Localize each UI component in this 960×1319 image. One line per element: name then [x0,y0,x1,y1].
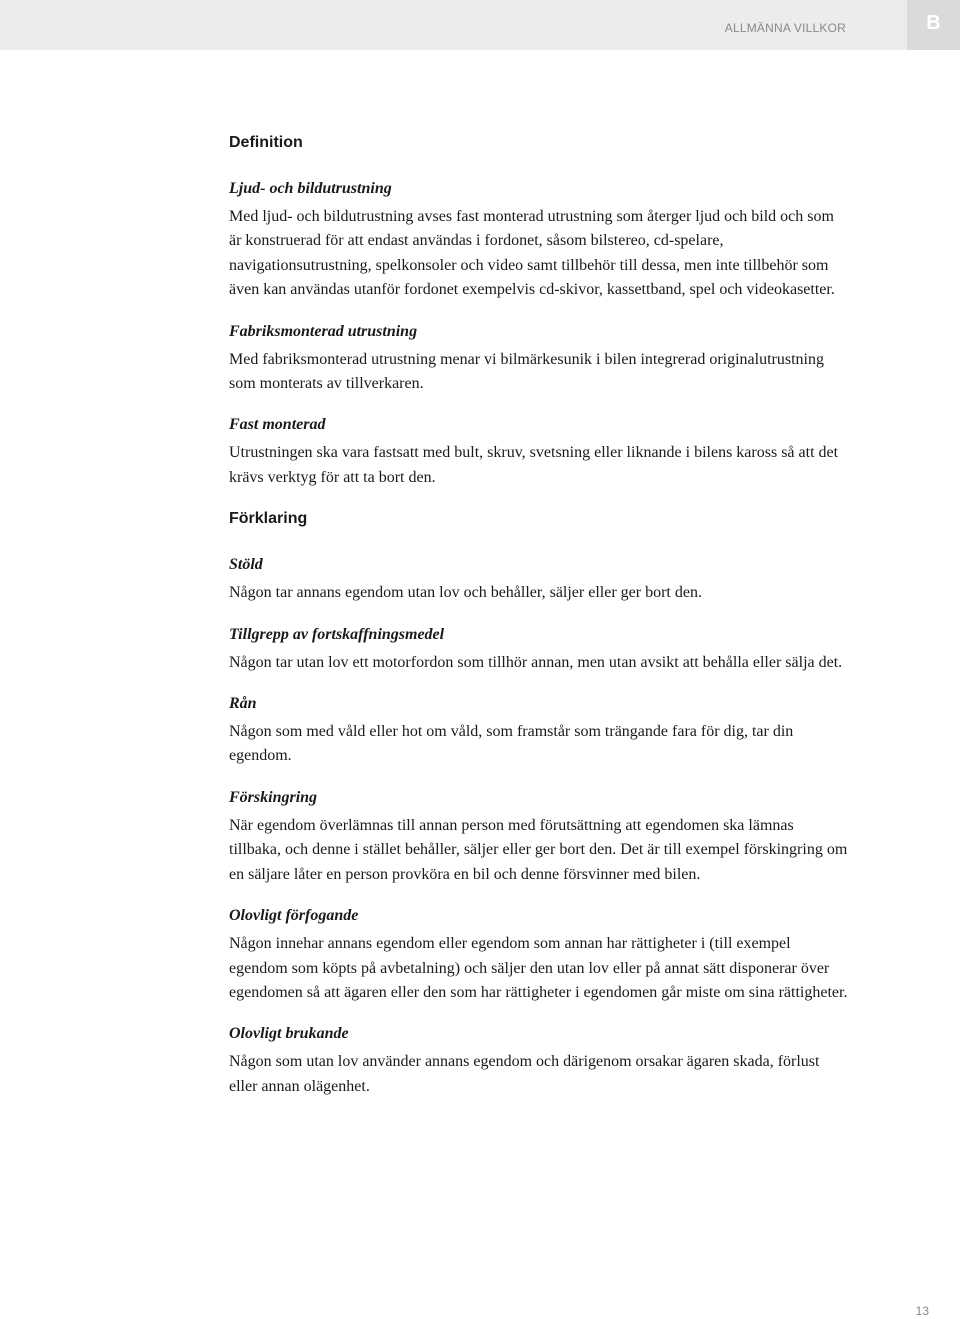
term-description: Någon som med våld eller hot om våld, som framstår som trängande fara för dig, tar din egendom. [229,723,794,765]
term-heading: Fast monterad [229,416,326,434]
document-body [229,131,849,1116]
header-title: ALLMÄNNA VILLKOR [724,21,846,35]
term-description: Utrustningen ska vara fastsatt med bult, skruv, svetsning eller liknande i bilens kaross så att det krävs verktyg för att ta bort den. [229,444,839,486]
term-heading: Fabriksmonterad utrustning [229,322,418,340]
section-tab-letter: B [926,12,941,34]
term-description: Någon innehar annans egendom eller egendom som annan har rättigheter i (till exempel egendom som köpts på avbetalning) och säljer den utan lov eller på annat sätt disponerar över egendomen så att ägaren eller den som har rättigheter i egendomen går miste om sina rättigheter. [229,935,848,1001]
explanation-entry [229,623,849,675]
explanation-entry [229,553,849,605]
term-description: Någon som utan lov använder annans egendom och därigenom orsakar ägaren skada, förlust eller annan olägenhet. [229,1053,820,1095]
explanation-entry [229,1022,849,1099]
page-header [0,0,960,50]
explanation-entry [229,786,849,887]
section-heading-definition: Definition [229,134,303,151]
page-number: 13 [915,1304,929,1318]
explanation-entry [229,692,849,769]
definition-entry [229,413,849,490]
definition-entry [229,177,849,303]
term-heading: Förskingring [229,788,318,806]
explanation-entry [229,904,849,1005]
term-description: Med ljud- och bildutrustning avses fast monterad utrustning som återger ljud och bild och som är konstruerad för att endast användas i fordonet, såsom bilstereo, cd-spelare, navigationsutrustning, spelkonsoler och video samt tillbehör till dessa, men inte tillbehör som även kan användas utanför fordonet exempelvis cd-skivor, kassettband, spel och videokasetter. [229,208,835,299]
term-heading: Tillgrepp av fortskaffningsmedel [229,625,445,643]
term-heading: Olovligt förfogande [229,907,359,925]
term-description: Med fabriksmonterad utrustning menar vi bilmärkesunik i bilen integrerad originalutrustning som monterats av tillverkaren. [229,350,824,393]
term-heading: Rån [229,695,257,713]
term-heading: Olovligt brukande [229,1025,349,1043]
term-heading: Ljud- och bildutrustning [229,180,392,197]
term-description: Någon tar annans egendom utan lov och behåller, säljer eller ger bort den. [229,584,702,602]
definition-entry [229,320,849,397]
term-description: När egendom överlämnas till annan person med förutsättning att egendomen ska lämnas tillbaka, och denne i stället behåller, säljer eller ger bort den. Det är till exempel förskingring om en säljare låter en person provköra en bil och denne försvinner med bilen. [229,816,848,883]
section-tab [907,0,960,50]
term-heading: Stöld [229,556,263,574]
section-heading-explanation: Förklaring [229,510,308,528]
term-description: Någon tar utan lov ett motorfordon som tillhör annan, men utan avsikt att behålla eller sälja det. [229,653,843,671]
